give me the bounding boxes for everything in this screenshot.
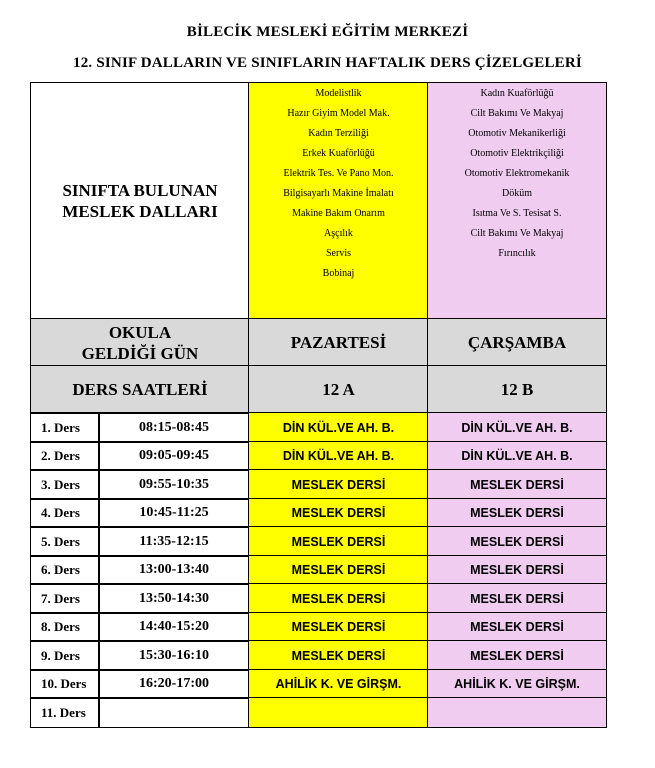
branch-item: Hazır Giyim Model Mak. bbox=[287, 108, 390, 119]
lesson-12b: MESLEK DERSİ bbox=[427, 555, 607, 585]
lesson-number: 1. Ders bbox=[30, 412, 100, 443]
lesson-number: 7. Ders bbox=[30, 583, 100, 614]
lesson-time: 09:55-10:35 bbox=[98, 469, 250, 500]
lesson-number: 8. Ders bbox=[30, 612, 100, 642]
branch-item: Fırıncılık bbox=[498, 248, 536, 259]
branches-label-line2: MESLEK DALLARI bbox=[62, 202, 218, 221]
lesson-12a: MESLEK DERSİ bbox=[248, 640, 429, 671]
lesson-time: 09:05-09:45 bbox=[98, 441, 250, 471]
lesson-number: 11. Ders bbox=[30, 697, 100, 728]
branch-item: Modelistlik bbox=[315, 88, 362, 99]
branch-item: Bilgisayarlı Makine İmalatı bbox=[283, 188, 394, 199]
day-label-line2: GELDİĞİ GÜN bbox=[81, 343, 199, 363]
branch-item: Otomotiv Elektrikçiliği bbox=[470, 148, 564, 159]
lesson-number: 4. Ders bbox=[30, 498, 100, 528]
branch-item: Erkek Kuaförlüğü bbox=[302, 148, 375, 159]
class-b: 12 B bbox=[427, 365, 607, 414]
lesson-number: 3. Ders bbox=[30, 469, 100, 500]
day-b: ÇARŞAMBA bbox=[427, 318, 607, 367]
lesson-12a bbox=[248, 697, 429, 728]
lesson-12a: DİN KÜL.VE AH. B. bbox=[248, 441, 429, 471]
lesson-12a: MESLEK DERSİ bbox=[248, 469, 429, 500]
branches-col-b bbox=[427, 82, 607, 320]
lesson-number: 10. Ders bbox=[30, 669, 100, 699]
hours-label: DERS SAATLERİ bbox=[30, 365, 250, 414]
lesson-time: 08:15-08:45 bbox=[98, 412, 250, 443]
lesson-12b: MESLEK DERSİ bbox=[427, 469, 607, 500]
lesson-12a: MESLEK DERSİ bbox=[248, 498, 429, 528]
branch-item: Otomotiv Mekanikerliği bbox=[468, 128, 566, 139]
branch-item: Isıtma Ve S. Tesisat S. bbox=[472, 208, 562, 219]
branch-item: Makine Bakım Onarım bbox=[292, 208, 385, 219]
branch-item: Döküm bbox=[502, 188, 532, 199]
lesson-12a: MESLEK DERSİ bbox=[248, 526, 429, 557]
lesson-12b: MESLEK DERSİ bbox=[427, 498, 607, 528]
lesson-number: 6. Ders bbox=[30, 555, 100, 585]
branch-item: Cilt Bakımı Ve Makyaj bbox=[470, 228, 564, 239]
lesson-12b bbox=[427, 697, 607, 728]
lesson-12b: DİN KÜL.VE AH. B. bbox=[427, 441, 607, 471]
lesson-12b: MESLEK DERSİ bbox=[427, 612, 607, 642]
lesson-time: 14:40-15:20 bbox=[98, 612, 250, 642]
class-a: 12 A bbox=[248, 365, 429, 414]
branch-item: Servis bbox=[326, 248, 351, 259]
branch-item: Otomotiv Elektromekanik bbox=[464, 168, 570, 179]
lesson-12b: MESLEK DERSİ bbox=[427, 640, 607, 671]
branch-item: Elektrik Tes. Ve Pano Mon. bbox=[283, 168, 394, 179]
lesson-number: 2. Ders bbox=[30, 441, 100, 471]
lesson-12a: DİN KÜL.VE AH. B. bbox=[248, 412, 429, 443]
lesson-12b: DİN KÜL.VE AH. B. bbox=[427, 412, 607, 443]
branch-item: Bobinaj bbox=[322, 268, 355, 279]
branch-item: Cilt Bakımı Ve Makyaj bbox=[470, 108, 564, 119]
branch-item: Kadın Terziliği bbox=[308, 128, 369, 139]
lesson-time: 11:35-12:15 bbox=[98, 526, 250, 557]
lesson-12a: AHİLİK K. VE GİRŞM. bbox=[248, 669, 429, 699]
day-a: PAZARTESİ bbox=[248, 318, 429, 367]
lesson-time: 10:45-11:25 bbox=[98, 498, 250, 528]
branches-label-line1: SINIFTA BULUNAN bbox=[62, 181, 218, 200]
lesson-12a: MESLEK DERSİ bbox=[248, 555, 429, 585]
lesson-time: 13:00-13:40 bbox=[98, 555, 250, 585]
day-label-line1: OKULA bbox=[108, 322, 172, 342]
schedule-title: 12. SINIF DALLARIN VE SINIFLARIN HAFTALIK DERS ÇİZELGELERİ bbox=[73, 55, 582, 71]
branch-item: Kadın Kuaförlüğü bbox=[480, 88, 554, 99]
lesson-12a: MESLEK DERSİ bbox=[248, 583, 429, 614]
lesson-number: 9. Ders bbox=[30, 640, 100, 671]
school-title: BİLECİK MESLEKİ EĞİTİM MERKEZİ bbox=[186, 24, 469, 40]
lesson-time: 16:20-17:00 bbox=[98, 669, 250, 699]
lesson-12b: AHİLİK K. VE GİRŞM. bbox=[427, 669, 607, 699]
lesson-number: 5. Ders bbox=[30, 526, 100, 557]
lesson-12a: MESLEK DERSİ bbox=[248, 612, 429, 642]
lesson-time: 13:50-14:30 bbox=[98, 583, 250, 614]
branches-label bbox=[30, 82, 250, 320]
lesson-12b: MESLEK DERSİ bbox=[427, 583, 607, 614]
day-label bbox=[30, 318, 250, 367]
lesson-12b: MESLEK DERSİ bbox=[427, 526, 607, 557]
branches-col-a bbox=[248, 82, 429, 320]
branch-item: Aşçılık bbox=[324, 228, 353, 239]
lesson-time: 15:30-16:10 bbox=[98, 640, 250, 671]
lesson-time bbox=[98, 697, 250, 728]
